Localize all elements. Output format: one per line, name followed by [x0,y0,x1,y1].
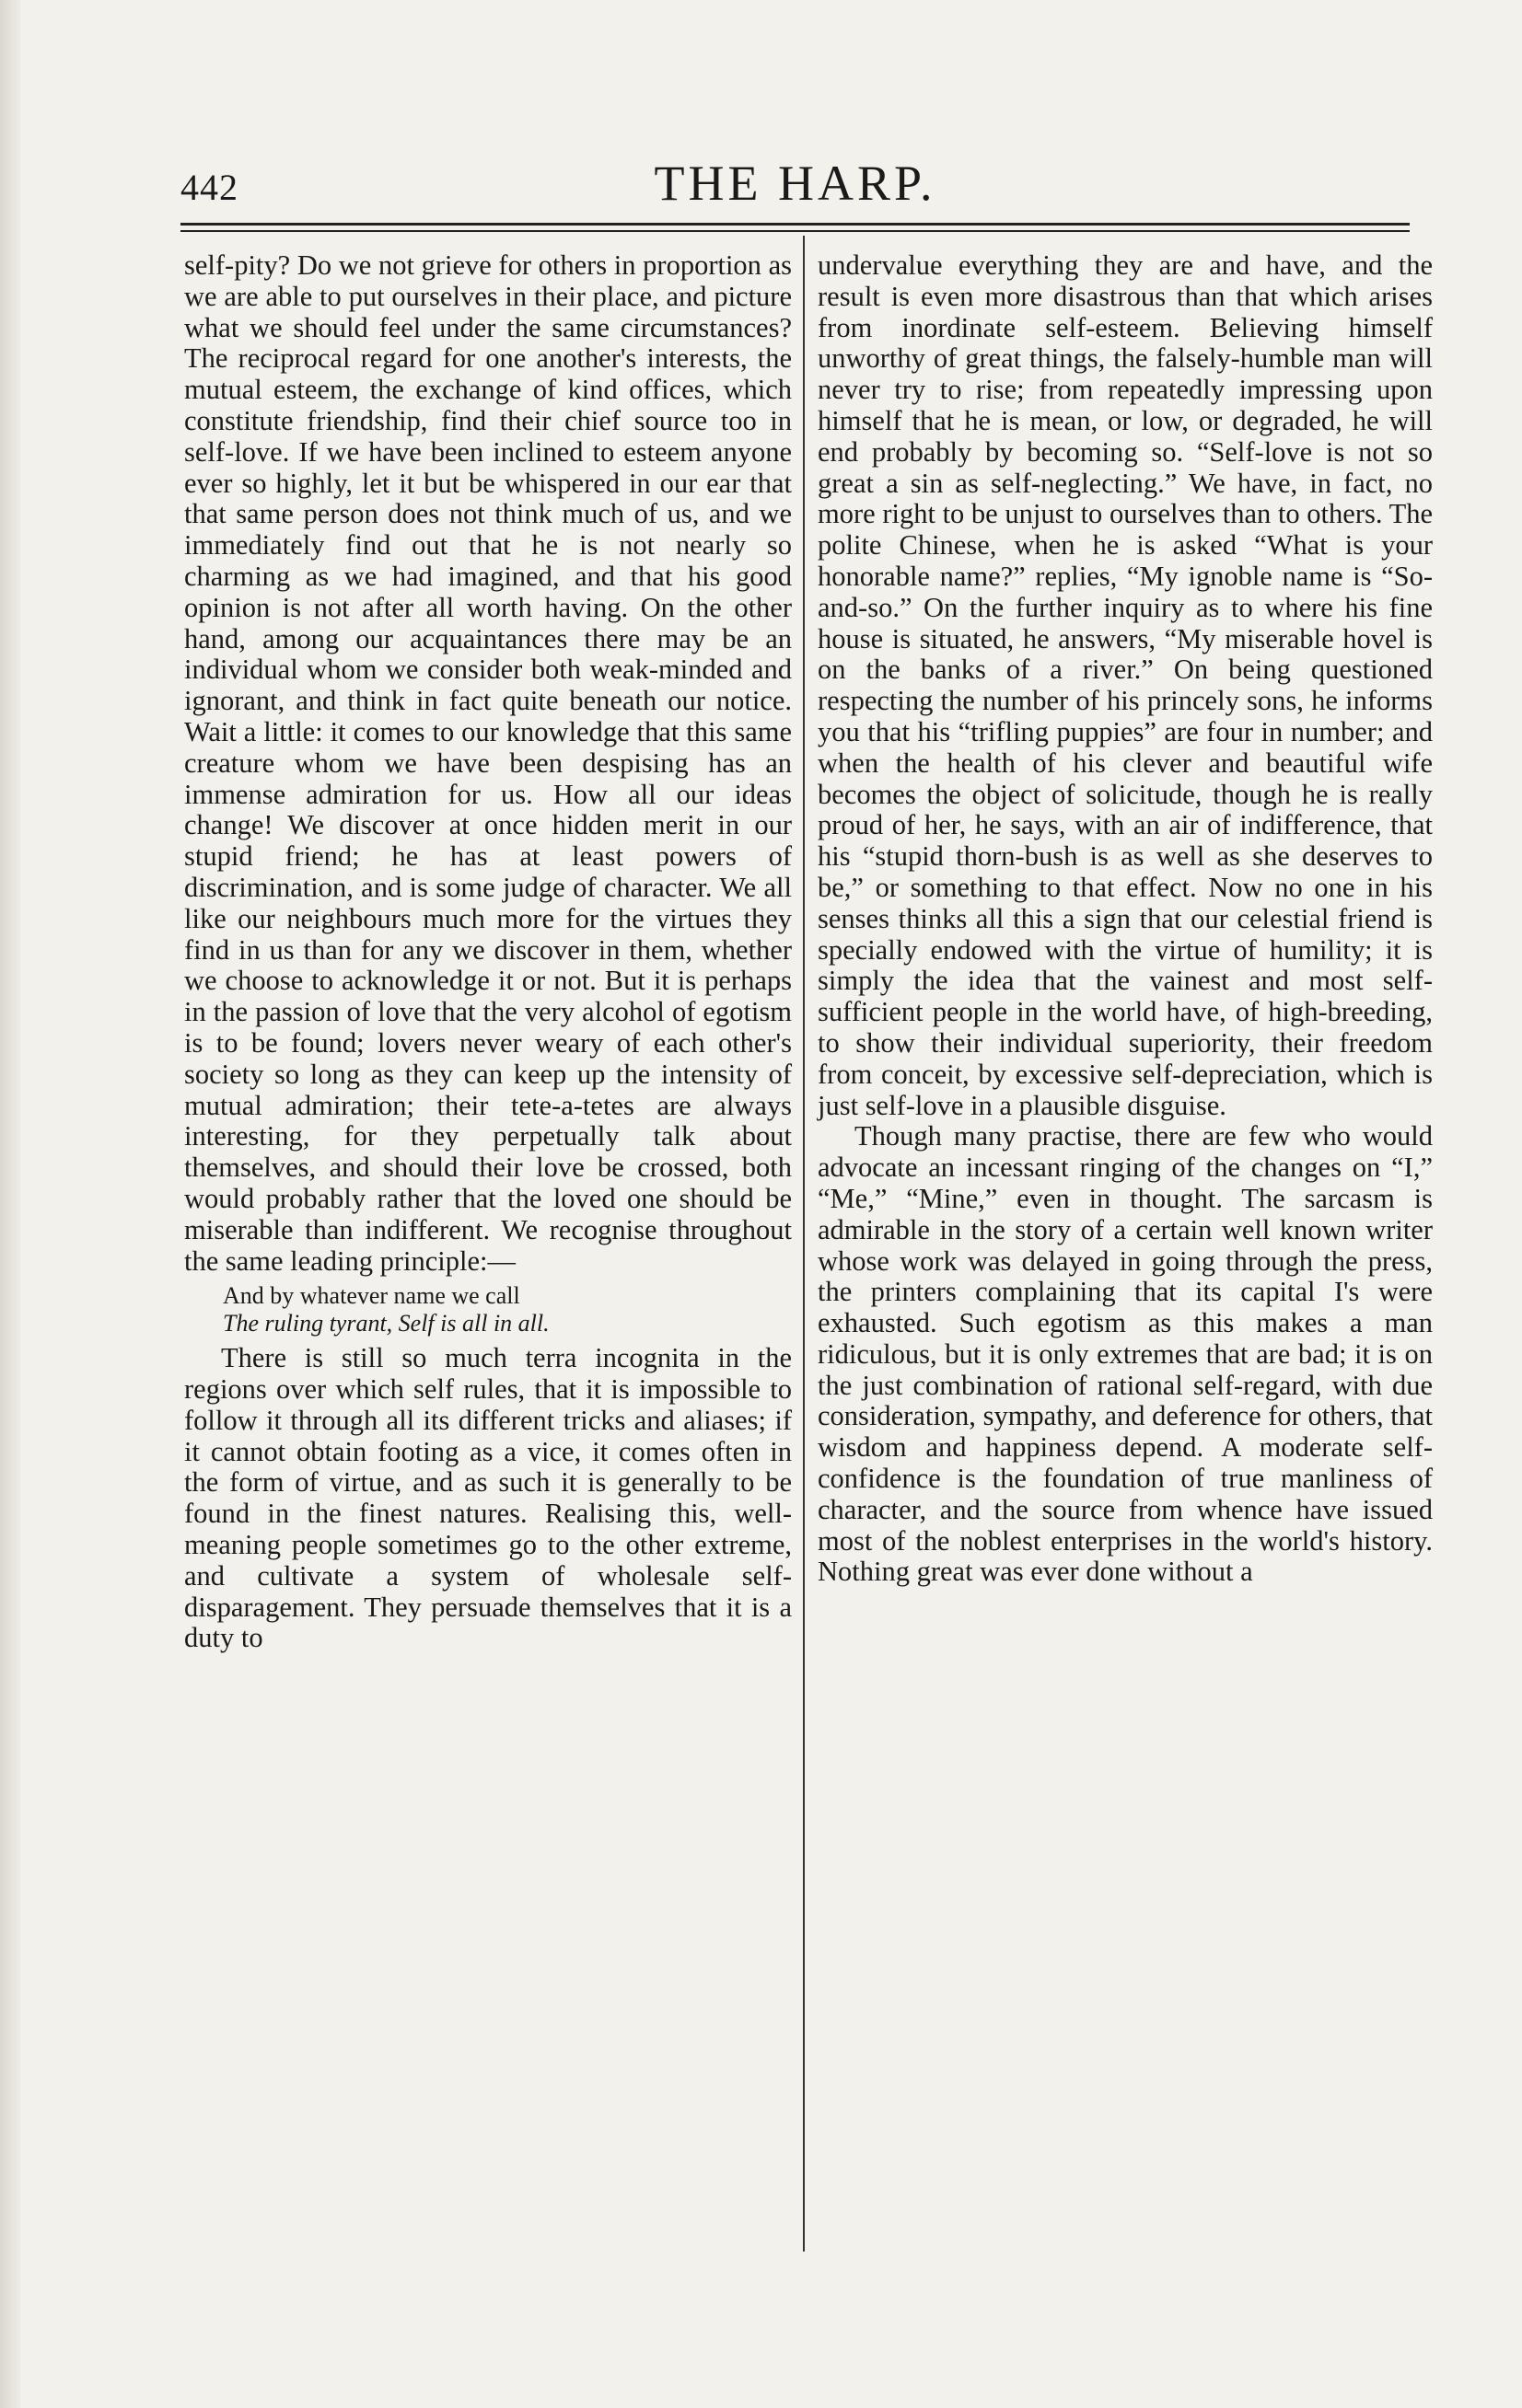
right-column [818,250,1433,1588]
page-binding-edge [0,0,20,2408]
header-rule-thin [180,230,1410,232]
right-paragraph-1: undervalue everything they are and have, and the result is even more disastrous than that which arises from inordinate self-esteem. Believing himself unworthy of great things, the falsely-humble man will never try to rise; from repeatedly impressing upon himself that he is mean, or low, or degraded, he will end probably by becoming so. “Self-love is not so great a sin as self-neglecting.” We have, in fact, no more right to be unjust to ourselves than to others. The polite Chinese, when he is asked “What is your honorable name?” replies, “My ignoble name is “So-and-so.” On the further inquiry as to where his fine house is situated, he answers, “My miserable hovel is on the banks of a river.” On being questioned respecting the number of his princely sons, he informs you that his “trifling puppies” are four in number; and when the health of his clever and beautiful wife becomes the object of solicitude, though he is really proud of her, he says, with an air of indifference, that his “stupid thorn-bush is as well as she deserves to be,” or something to that effect. Now no one in his senses thinks all this a sign that our celestial friend is specially endowed with the virtue of humility; it is simply the idea that the vainest and most self-sufficient people in the world have, of high-breeding, to show their individual superiority, their freedom from conceit, by excessive self-depreciation, which is just self-love in a plausible disguise. [818,249,1433,1121]
column-divider [803,236,805,2252]
page-header [180,155,1410,219]
verse-line-1: And by whatever name we call [223,1282,520,1310]
left-paragraph-2: There is still so much terra incognita in the regions over which self rules, that it is impossible to follow it through all its different tricks and aliases; if it cannot obtain footing as a vice, it comes often in the form of virtue, and as such it is generally to be found in the finest natures. Realising this, well-meaning people sometimes go to the other extreme, and cultivate a system of wholesale self-disparagement. They persuade themselves that it is a duty to [184,1342,792,1654]
left-column [184,250,792,1654]
verse-quotation [223,1282,792,1337]
left-paragraph-1: self-pity? Do we not grieve for others in proportion as we are able to put ourselves in their place, and picture what we should feel under the same circumstances? The reciprocal regard for one another's interests, the mutual esteem, the exchange of kind offices, which constitute friendship, find their chief source too in self-love. If we have been inclined to esteem anyone ever so highly, let it but be whispered in our ear that that same person does not think much of us, and we immediately find out that he is not nearly so charming as we had imagined, and that his good opinion is not after all worth having. On the other hand, among our acquaintances there may be an individual whom we consider both weak-minded and ignorant, and think in fact quite beneath our notice. Wait a little: it comes to our knowledge that this same creature whom we have been despising has an immense admiration for us. How all our ideas change! We discover at once hidden merit in our stupid friend; he has at least powers of discrimination, and is some judge of character. We all like our neighbours much more for the virtues they find in us than for any we discover in them, whether we choose to acknowledge it or not. But it is perhaps in the passion of love that the very alcohol of egotism is to be found; lovers never weary of each other's society so long as they can keep up the intensity of mutual admiration; their tete-a-tetes are always interesting, for they perpetually talk about themselves, and should their love be crossed, both would probably rather that the loved one should be miserable than indifferent. We recognise throughout the same leading principle:— [184,249,792,1277]
verse-line-2: The ruling tyrant, Self is all in all. [223,1310,550,1337]
header-rule-thick [180,223,1410,226]
page-number: 442 [180,167,238,208]
right-paragraph-2: Though many practise, there are few who would advocate an incessant ringing of the changes on “I,” “Me,” “Mine,” even in thought. The sarcasm is admirable in the story of a certain well known writer whose work was delayed in going through the press, the printers complaining that its capital I's were exhausted. Such egotism as this makes a man ridiculous, but it is only extremes that are bad; it is on the just combination of rational self-regard, with due consideration, sympathy, and deference for others, that wisdom and happiness depend. A moderate self-confidence is the foundation of true manliness of character, and the source from whence have issued most of the noblest enterprises in the world's history. Nothing great was ever done without a [818,1120,1433,1588]
running-title: THE HARP. [654,156,936,211]
